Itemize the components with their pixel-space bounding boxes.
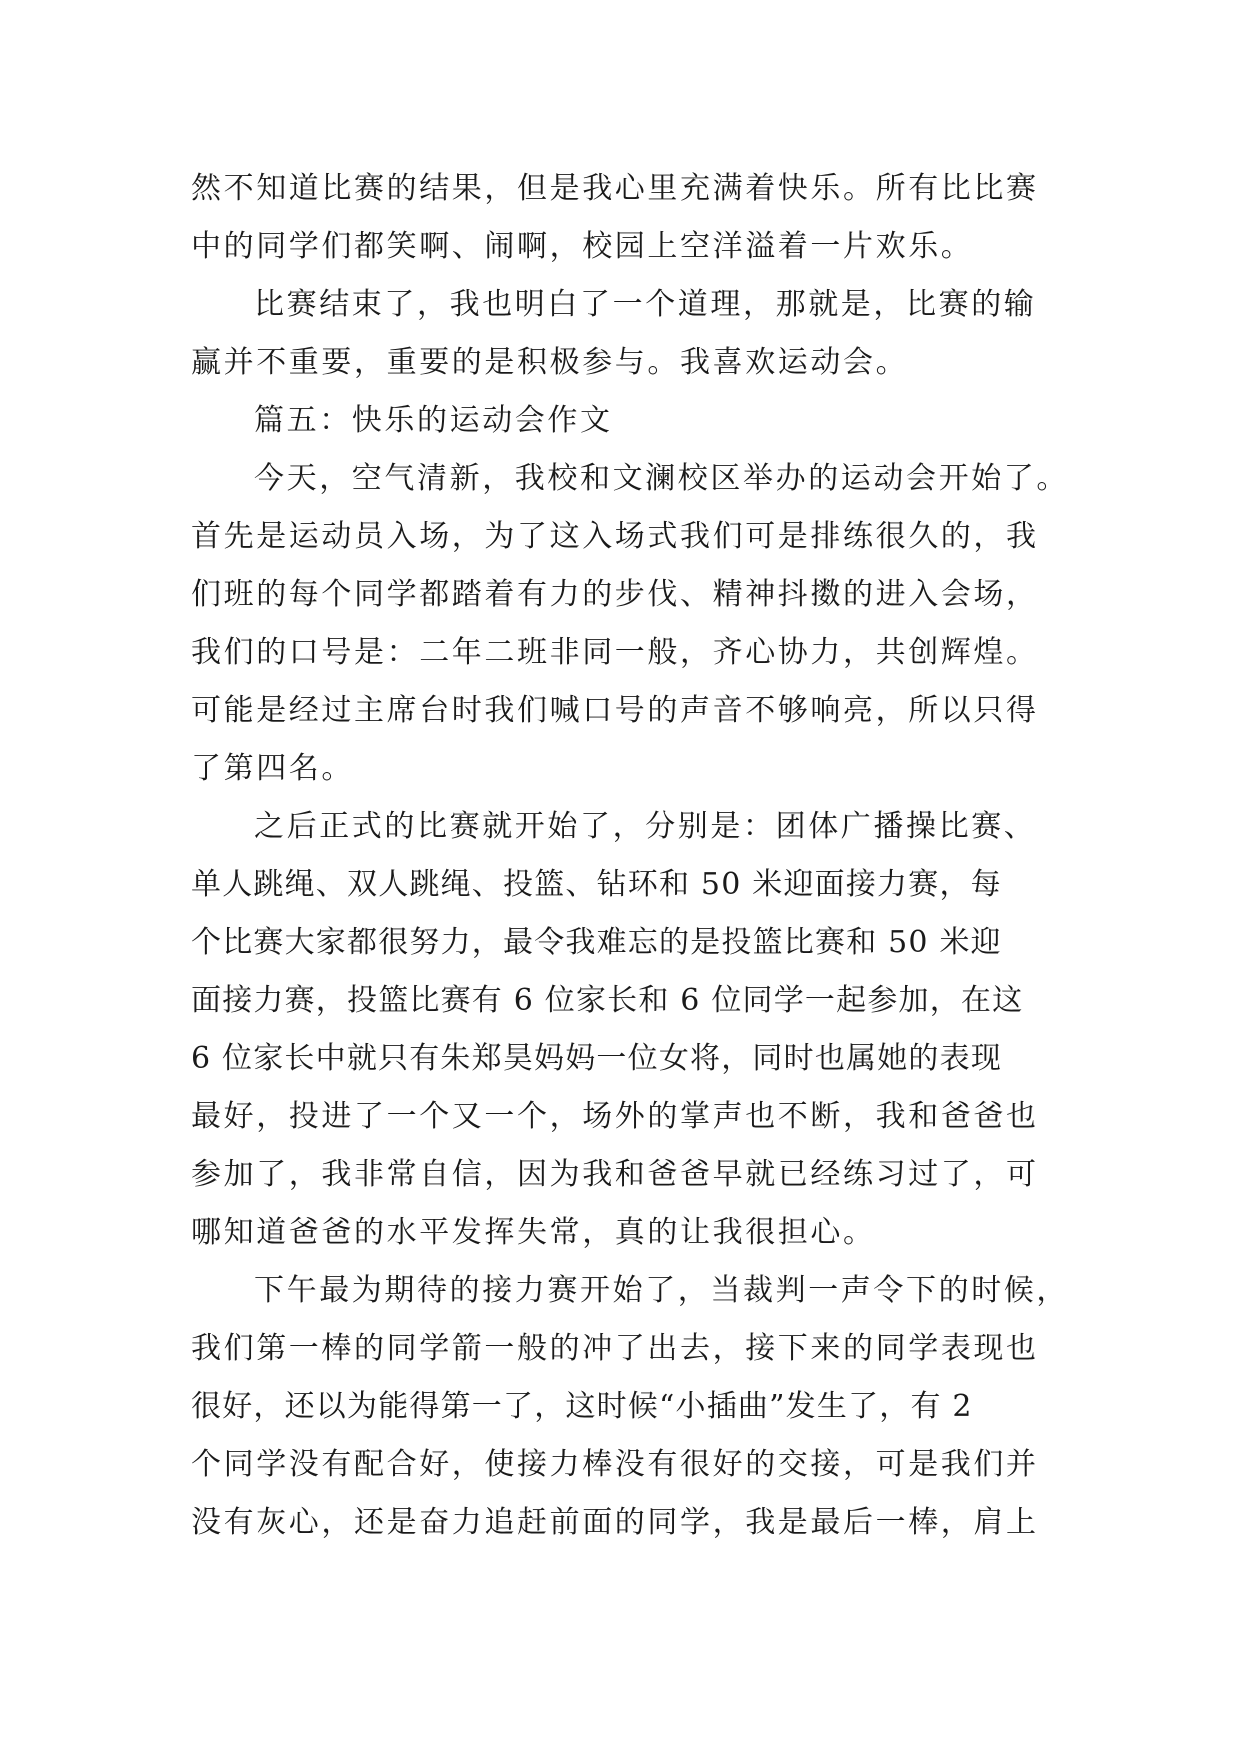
text-line: 没有灰心，还是奋力追赶前面的同学，我是最后一棒，肩上 (191, 1505, 1039, 1540)
text-line: 中的同学们都笑啊、闹啊，校园上空洋溢着一片欢乐。 (191, 229, 974, 264)
text-line: 们班的每个同学都踏着有力的步伐、精神抖擞的进入会场， (191, 577, 1039, 612)
paragraph-start-line: 之后正式的比赛就开始了，分别是：团体广播操比赛、 (254, 809, 1037, 844)
text-line: 我们第一棒的同学箭一般的冲了出去，接下来的同学表现也 (191, 1331, 1039, 1366)
paragraph-start-line: 今天，空气清新，我校和文澜校区举办的运动会开始了。 (254, 461, 1069, 496)
text-line: 个同学没有配合好，使接力棒没有很好的交接，可是我们并 (191, 1447, 1039, 1482)
text-line: 我们的口号是：二年二班非同一般，齐心协力，共创辉煌。 (191, 635, 1039, 670)
paragraph-start-line: 下午最为期待的接力赛开始了，当裁判一声令下的时候， (254, 1273, 1069, 1308)
text-line: 哪知道爸爸的水平发挥失常，真的让我很担心。 (191, 1215, 876, 1250)
text-line: 最好，投进了一个又一个，场外的掌声也不断，我和爸爸也 (191, 1099, 1039, 1134)
text-line: 6 位家长中就只有朱郑昊妈妈一位女将，同时也属她的表现 (191, 1041, 1003, 1076)
text-line: 了第四名。 (191, 751, 354, 786)
text-line: 可能是经过主席台时我们喊口号的声音不够响亮，所以只得 (191, 693, 1039, 728)
text-line: 单人跳绳、双人跳绳、投篮、钻环和 50 米迎面接力赛，每 (191, 867, 1002, 902)
text-line: 很好，还以为能得第一了，这时候“小插曲”发生了，有 2 (191, 1389, 973, 1424)
text-line: 首先是运动员入场，为了这入场式我们可是排练很久的，我 (191, 519, 1039, 554)
text-line: 然不知道比赛的结果，但是我心里充满着快乐。所有比比赛 (191, 171, 1039, 206)
essay-text (191, 160, 1069, 1552)
paragraph-start-line: 比赛结束了，我也明白了一个道理，那就是，比赛的输 (254, 287, 1037, 322)
text-line: 赢并不重要，重要的是积极参与。我喜欢运动会。 (191, 345, 909, 380)
text-line: 参加了，我非常自信，因为我和爸爸早就已经练习过了，可 (191, 1157, 1039, 1192)
text-line: 面接力赛，投篮比赛有 6 位家长和 6 位同学一起参加，在这 (191, 983, 1024, 1018)
text-line: 个比赛大家都很努力，最令我难忘的是投篮比赛和 50 米迎 (191, 925, 1002, 960)
section-heading: 篇五：快乐的运动会作文 (254, 403, 613, 438)
